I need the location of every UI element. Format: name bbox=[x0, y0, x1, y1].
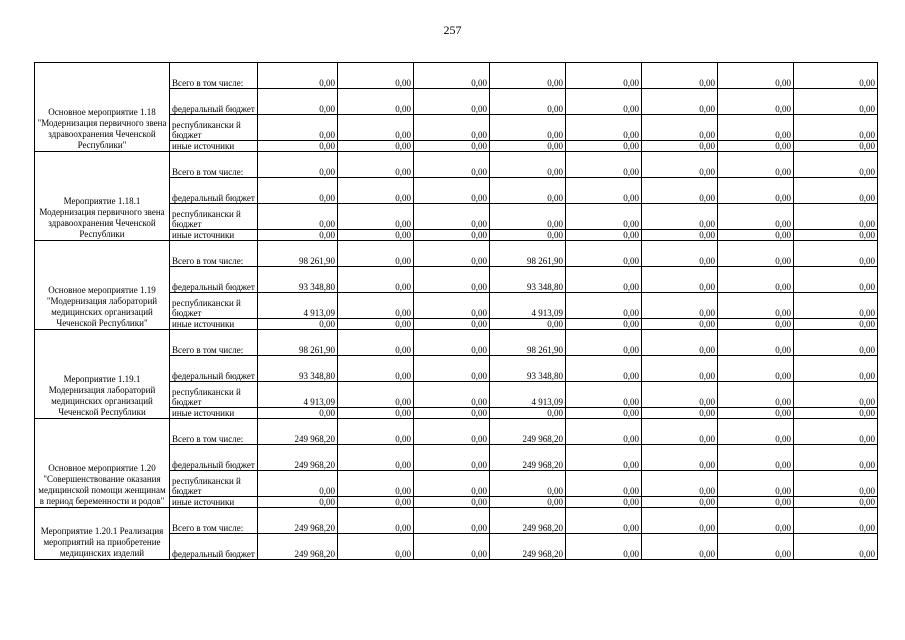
budget-table bbox=[34, 62, 878, 560]
amount-cell: 249 968,20 bbox=[258, 534, 338, 560]
amount-cell: 0,00 bbox=[718, 63, 794, 89]
amount-cell: 0,00 bbox=[642, 508, 718, 534]
amount-cell: 0,00 bbox=[718, 241, 794, 267]
amount-cell: 0,00 bbox=[794, 445, 878, 471]
amount-cell: 0,00 bbox=[718, 408, 794, 419]
amount-cell: 0,00 bbox=[490, 204, 566, 230]
amount-cell: 0,00 bbox=[414, 319, 490, 330]
table-row bbox=[35, 152, 878, 178]
amount-cell: 0,00 bbox=[794, 508, 878, 534]
amount-cell: 0,00 bbox=[718, 534, 794, 560]
amount-cell: 0,00 bbox=[718, 267, 794, 293]
amount-cell: 0,00 bbox=[718, 152, 794, 178]
funding-source-cell: федеральный бюджет bbox=[170, 356, 258, 382]
amount-cell: 0,00 bbox=[414, 63, 490, 89]
amount-cell: 0,00 bbox=[642, 534, 718, 560]
amount-cell: 0,00 bbox=[414, 89, 490, 115]
amount-cell: 0,00 bbox=[566, 293, 642, 319]
funding-source-cell: федеральный бюджет bbox=[170, 178, 258, 204]
amount-cell: 0,00 bbox=[490, 178, 566, 204]
amount-cell: 0,00 bbox=[642, 230, 718, 241]
amount-cell: 0,00 bbox=[414, 356, 490, 382]
amount-cell: 0,00 bbox=[642, 319, 718, 330]
amount-cell: 0,00 bbox=[642, 63, 718, 89]
amount-cell: 0,00 bbox=[338, 319, 414, 330]
funding-source-cell: федеральный бюджет bbox=[170, 445, 258, 471]
amount-cell: 0,00 bbox=[794, 230, 878, 241]
amount-cell: 0,00 bbox=[338, 115, 414, 141]
amount-cell: 0,00 bbox=[566, 534, 642, 560]
table-row bbox=[35, 241, 878, 267]
measure-name-cell: Основное мероприятие 1.18 "Модернизация первичного звена здравоохранения Чеченской Республики" bbox=[35, 63, 170, 152]
amount-cell: 0,00 bbox=[642, 330, 718, 356]
amount-cell: 0,00 bbox=[490, 152, 566, 178]
amount-cell: 0,00 bbox=[490, 89, 566, 115]
amount-cell: 249 968,20 bbox=[490, 419, 566, 445]
amount-cell: 4 913,09 bbox=[258, 382, 338, 408]
amount-cell: 0,00 bbox=[642, 419, 718, 445]
amount-cell: 0,00 bbox=[338, 152, 414, 178]
funding-source-cell: Всего в том числе: bbox=[170, 152, 258, 178]
amount-cell: 93 348,80 bbox=[490, 267, 566, 293]
amount-cell: 98 261,90 bbox=[490, 330, 566, 356]
funding-source-cell: республикански й бюджет bbox=[170, 204, 258, 230]
amount-cell: 0,00 bbox=[718, 382, 794, 408]
amount-cell: 0,00 bbox=[566, 382, 642, 408]
amount-cell: 0,00 bbox=[794, 89, 878, 115]
amount-cell: 0,00 bbox=[718, 356, 794, 382]
amount-cell: 0,00 bbox=[718, 204, 794, 230]
amount-cell: 0,00 bbox=[490, 115, 566, 141]
funding-source-cell: Всего в том числе: bbox=[170, 419, 258, 445]
amount-cell: 0,00 bbox=[414, 293, 490, 319]
amount-cell: 0,00 bbox=[338, 356, 414, 382]
amount-cell: 0,00 bbox=[566, 141, 642, 152]
amount-cell: 0,00 bbox=[566, 330, 642, 356]
amount-cell: 0,00 bbox=[794, 141, 878, 152]
amount-cell: 0,00 bbox=[794, 330, 878, 356]
amount-cell: 0,00 bbox=[338, 382, 414, 408]
amount-cell: 0,00 bbox=[642, 141, 718, 152]
amount-cell: 4 913,09 bbox=[258, 293, 338, 319]
amount-cell: 0,00 bbox=[566, 471, 642, 497]
amount-cell: 0,00 bbox=[414, 471, 490, 497]
measure-name-cell: Мероприятие 1.20.1 Реализация мероприятий на приобретение медицинских изделий bbox=[35, 508, 170, 560]
amount-cell: 0,00 bbox=[566, 241, 642, 267]
amount-cell: 0,00 bbox=[566, 497, 642, 508]
amount-cell: 0,00 bbox=[338, 241, 414, 267]
amount-cell: 0,00 bbox=[338, 178, 414, 204]
amount-cell: 0,00 bbox=[642, 89, 718, 115]
amount-cell: 0,00 bbox=[414, 241, 490, 267]
measure-name-cell: Основное мероприятие 1.19 "Модернизация лабораторий медицинских организаций Чеченской Республики" bbox=[35, 241, 170, 330]
measure-name-cell: Мероприятие 1.18.1 Модернизация первичного звена здравоохранения Чеченской Республики bbox=[35, 152, 170, 241]
amount-cell: 98 261,90 bbox=[490, 241, 566, 267]
amount-cell: 98 261,90 bbox=[258, 241, 338, 267]
amount-cell: 0,00 bbox=[794, 319, 878, 330]
amount-cell: 98 261,90 bbox=[258, 330, 338, 356]
amount-cell: 0,00 bbox=[642, 241, 718, 267]
amount-cell: 0,00 bbox=[718, 419, 794, 445]
amount-cell: 0,00 bbox=[794, 115, 878, 141]
amount-cell: 0,00 bbox=[718, 230, 794, 241]
amount-cell: 0,00 bbox=[414, 445, 490, 471]
amount-cell: 0,00 bbox=[338, 445, 414, 471]
table-row bbox=[35, 508, 878, 534]
amount-cell: 0,00 bbox=[338, 230, 414, 241]
amount-cell: 0,00 bbox=[338, 267, 414, 293]
amount-cell: 0,00 bbox=[642, 267, 718, 293]
amount-cell: 0,00 bbox=[566, 419, 642, 445]
funding-source-cell: федеральный бюджет bbox=[170, 534, 258, 560]
measure-name-cell: Основное мероприятие 1.20 "Совершенствование оказания медицинской помощи женщинам в период беременности и родов" bbox=[35, 419, 170, 508]
amount-cell: 0,00 bbox=[718, 497, 794, 508]
funding-source-cell: Всего в том числе: bbox=[170, 508, 258, 534]
amount-cell: 0,00 bbox=[794, 241, 878, 267]
funding-source-cell: Всего в том числе: bbox=[170, 63, 258, 89]
amount-cell: 0,00 bbox=[566, 319, 642, 330]
amount-cell: 0,00 bbox=[642, 356, 718, 382]
amount-cell: 0,00 bbox=[414, 534, 490, 560]
amount-cell: 0,00 bbox=[258, 497, 338, 508]
amount-cell: 0,00 bbox=[258, 230, 338, 241]
amount-cell: 0,00 bbox=[566, 267, 642, 293]
funding-source-cell: республикански й бюджет bbox=[170, 293, 258, 319]
amount-cell: 0,00 bbox=[642, 497, 718, 508]
amount-cell: 0,00 bbox=[258, 204, 338, 230]
amount-cell: 0,00 bbox=[258, 178, 338, 204]
amount-cell: 0,00 bbox=[566, 152, 642, 178]
amount-cell: 0,00 bbox=[718, 115, 794, 141]
amount-cell: 0,00 bbox=[718, 319, 794, 330]
amount-cell: 0,00 bbox=[338, 508, 414, 534]
amount-cell: 0,00 bbox=[566, 508, 642, 534]
funding-source-cell: иные источники bbox=[170, 141, 258, 152]
funding-source-cell: федеральный бюджет bbox=[170, 267, 258, 293]
amount-cell: 0,00 bbox=[642, 152, 718, 178]
page-number: 257 bbox=[443, 23, 462, 37]
funding-source-cell: федеральный бюджет bbox=[170, 89, 258, 115]
amount-cell: 0,00 bbox=[794, 382, 878, 408]
amount-cell: 0,00 bbox=[414, 115, 490, 141]
amount-cell: 0,00 bbox=[414, 419, 490, 445]
amount-cell: 0,00 bbox=[794, 178, 878, 204]
amount-cell: 0,00 bbox=[718, 330, 794, 356]
amount-cell: 0,00 bbox=[490, 141, 566, 152]
amount-cell: 0,00 bbox=[258, 408, 338, 419]
funding-source-cell: иные источники bbox=[170, 408, 258, 419]
amount-cell: 0,00 bbox=[566, 356, 642, 382]
amount-cell: 0,00 bbox=[338, 293, 414, 319]
amount-cell: 249 968,20 bbox=[258, 508, 338, 534]
amount-cell: 0,00 bbox=[718, 293, 794, 319]
amount-cell: 0,00 bbox=[566, 204, 642, 230]
amount-cell: 93 348,80 bbox=[490, 356, 566, 382]
amount-cell: 0,00 bbox=[414, 267, 490, 293]
amount-cell: 249 968,20 bbox=[258, 419, 338, 445]
amount-cell: 0,00 bbox=[794, 497, 878, 508]
amount-cell: 0,00 bbox=[338, 330, 414, 356]
amount-cell: 0,00 bbox=[258, 471, 338, 497]
amount-cell: 0,00 bbox=[794, 63, 878, 89]
amount-cell: 0,00 bbox=[258, 63, 338, 89]
amount-cell: 0,00 bbox=[490, 230, 566, 241]
amount-cell: 0,00 bbox=[566, 89, 642, 115]
amount-cell: 0,00 bbox=[718, 178, 794, 204]
amount-cell: 0,00 bbox=[490, 408, 566, 419]
amount-cell: 0,00 bbox=[414, 508, 490, 534]
amount-cell: 0,00 bbox=[338, 63, 414, 89]
amount-cell: 0,00 bbox=[414, 382, 490, 408]
amount-cell: 0,00 bbox=[794, 204, 878, 230]
table-row bbox=[35, 330, 878, 356]
funding-source-cell: иные источники bbox=[170, 497, 258, 508]
amount-cell: 0,00 bbox=[718, 141, 794, 152]
amount-cell: 0,00 bbox=[566, 115, 642, 141]
funding-source-cell: республикански й бюджет bbox=[170, 471, 258, 497]
amount-cell: 0,00 bbox=[566, 178, 642, 204]
amount-cell: 0,00 bbox=[794, 152, 878, 178]
amount-cell: 0,00 bbox=[338, 141, 414, 152]
amount-cell: 249 968,20 bbox=[490, 534, 566, 560]
funding-source-cell: иные источники bbox=[170, 319, 258, 330]
amount-cell: 0,00 bbox=[642, 115, 718, 141]
amount-cell: 0,00 bbox=[490, 497, 566, 508]
amount-cell: 0,00 bbox=[794, 408, 878, 419]
funding-source-cell: республикански й бюджет bbox=[170, 115, 258, 141]
amount-cell: 0,00 bbox=[566, 63, 642, 89]
amount-cell: 0,00 bbox=[794, 267, 878, 293]
amount-cell: 0,00 bbox=[566, 445, 642, 471]
measure-name-cell: Мероприятие 1.19.1 Модернизация лабораторий медицинских организаций Чеченской Республики bbox=[35, 330, 170, 419]
amount-cell: 0,00 bbox=[642, 408, 718, 419]
amount-cell: 249 968,20 bbox=[490, 445, 566, 471]
table-row bbox=[35, 419, 878, 445]
table-row bbox=[35, 63, 878, 89]
funding-source-cell: иные источники bbox=[170, 230, 258, 241]
amount-cell: 93 348,80 bbox=[258, 356, 338, 382]
amount-cell: 4 913,09 bbox=[490, 382, 566, 408]
amount-cell: 0,00 bbox=[258, 141, 338, 152]
amount-cell: 0,00 bbox=[642, 204, 718, 230]
amount-cell: 0,00 bbox=[338, 89, 414, 115]
amount-cell: 0,00 bbox=[258, 319, 338, 330]
amount-cell: 0,00 bbox=[258, 89, 338, 115]
amount-cell: 0,00 bbox=[642, 471, 718, 497]
amount-cell: 0,00 bbox=[642, 178, 718, 204]
amount-cell: 0,00 bbox=[414, 141, 490, 152]
amount-cell: 93 348,80 bbox=[258, 267, 338, 293]
amount-cell: 0,00 bbox=[338, 204, 414, 230]
amount-cell: 0,00 bbox=[258, 152, 338, 178]
amount-cell: 0,00 bbox=[718, 508, 794, 534]
amount-cell: 249 968,20 bbox=[258, 445, 338, 471]
amount-cell: 0,00 bbox=[414, 152, 490, 178]
amount-cell: 0,00 bbox=[338, 497, 414, 508]
funding-source-cell: Всего в том числе: bbox=[170, 330, 258, 356]
amount-cell: 0,00 bbox=[642, 445, 718, 471]
amount-cell: 4 913,09 bbox=[490, 293, 566, 319]
amount-cell: 0,00 bbox=[718, 89, 794, 115]
amount-cell: 0,00 bbox=[718, 445, 794, 471]
amount-cell: 0,00 bbox=[338, 534, 414, 560]
amount-cell: 0,00 bbox=[794, 534, 878, 560]
amount-cell: 0,00 bbox=[414, 230, 490, 241]
amount-cell: 0,00 bbox=[566, 408, 642, 419]
amount-cell: 0,00 bbox=[414, 330, 490, 356]
funding-source-cell: республикански й бюджет bbox=[170, 382, 258, 408]
amount-cell: 249 968,20 bbox=[490, 508, 566, 534]
amount-cell: 0,00 bbox=[642, 382, 718, 408]
amount-cell: 0,00 bbox=[414, 408, 490, 419]
amount-cell: 0,00 bbox=[414, 204, 490, 230]
amount-cell: 0,00 bbox=[566, 230, 642, 241]
amount-cell: 0,00 bbox=[490, 63, 566, 89]
amount-cell: 0,00 bbox=[794, 419, 878, 445]
funding-source-cell: Всего в том числе: bbox=[170, 241, 258, 267]
amount-cell: 0,00 bbox=[642, 293, 718, 319]
amount-cell: 0,00 bbox=[490, 471, 566, 497]
amount-cell: 0,00 bbox=[718, 471, 794, 497]
amount-cell: 0,00 bbox=[794, 356, 878, 382]
amount-cell: 0,00 bbox=[414, 178, 490, 204]
amount-cell: 0,00 bbox=[794, 471, 878, 497]
amount-cell: 0,00 bbox=[338, 419, 414, 445]
amount-cell: 0,00 bbox=[258, 115, 338, 141]
amount-cell: 0,00 bbox=[338, 408, 414, 419]
amount-cell: 0,00 bbox=[490, 319, 566, 330]
amount-cell: 0,00 bbox=[794, 293, 878, 319]
amount-cell: 0,00 bbox=[414, 497, 490, 508]
amount-cell: 0,00 bbox=[338, 471, 414, 497]
